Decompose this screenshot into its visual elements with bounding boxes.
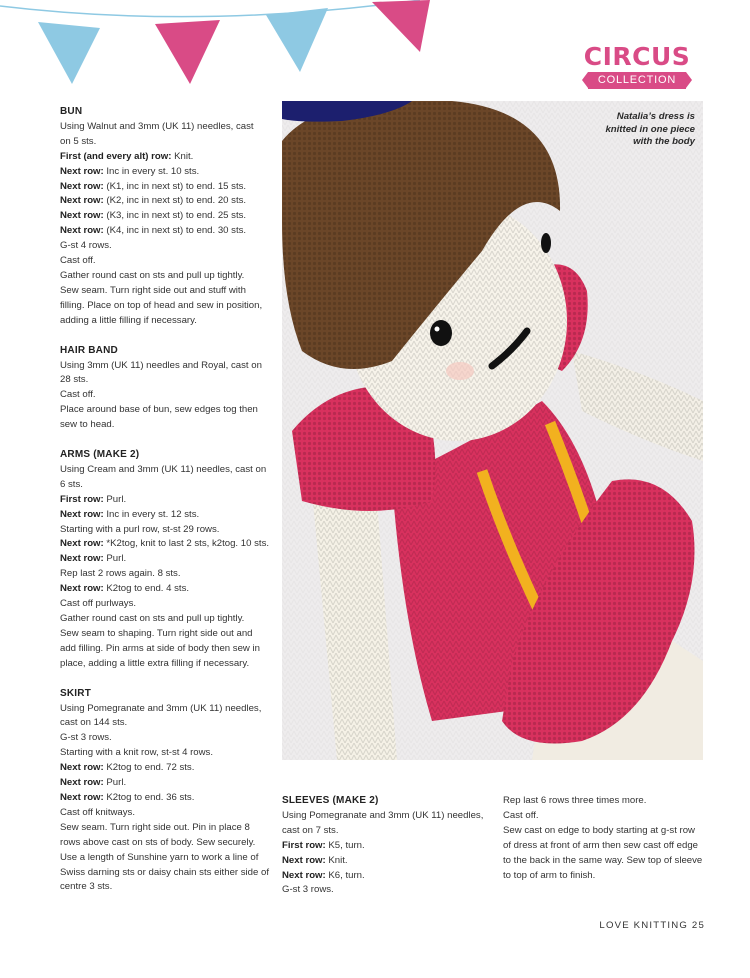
instruction-line <box>60 493 282 508</box>
row-label: First row: <box>60 493 104 505</box>
section-skirt <box>60 687 282 896</box>
instruction-line <box>60 746 282 761</box>
instruction-line <box>60 880 282 895</box>
instruction-line <box>60 761 282 776</box>
row-text: Using 3mm (UK 11) needles and Royal, cast on <box>60 359 262 371</box>
row-text: Purl. <box>103 493 127 505</box>
row-text: Starting with a knit row, st-st 4 rows. <box>60 747 214 759</box>
logo-title: CIRCUS <box>583 42 691 71</box>
instruction-line <box>60 791 282 806</box>
row-text: to top of arm to finish. <box>503 869 596 881</box>
instruction-line <box>60 239 282 254</box>
row-label: Next row: <box>60 195 104 207</box>
row-text: Place around base of bun, sew edges tog then <box>60 404 258 416</box>
row-text: Purl. <box>103 777 127 789</box>
instruction-line <box>503 824 708 839</box>
row-text: Cast off. <box>503 809 539 821</box>
left-column <box>60 105 282 910</box>
instruction-line <box>60 478 282 493</box>
row-text: of dress at front of arm then sew cast off edge <box>503 839 698 851</box>
row-text: K2tog to end. 4 sts. <box>103 583 190 595</box>
bunting-flag-pink-1 <box>155 20 220 84</box>
instruction-line <box>503 854 708 869</box>
row-text: filling. Place on top of head and sew in position, <box>60 299 263 311</box>
bunting-flag-blue-1 <box>38 22 100 84</box>
row-text: K2tog to end. 36 sts. <box>103 791 195 803</box>
instruction-line <box>60 627 282 642</box>
section-sleeves <box>282 794 507 898</box>
row-text: cast on 7 sts. <box>282 824 339 836</box>
instruction-line <box>60 254 282 269</box>
instruction-line <box>60 866 282 881</box>
instruction-line <box>60 180 282 195</box>
row-text: K2tog to end. 72 sts. <box>103 762 195 774</box>
page-number: 25 <box>691 920 705 931</box>
row-label: First row: <box>282 839 326 851</box>
instruction-line <box>503 809 708 824</box>
instruction-line <box>60 642 282 657</box>
row-text: Cast off. <box>60 389 96 401</box>
instruction-line <box>60 135 282 150</box>
row-text: *K2tog, knit to last 2 sts, k2tog. 10 sts. <box>103 538 270 550</box>
row-text: on 5 sts. <box>60 135 97 147</box>
row-text: centre 3 sts. <box>60 881 113 893</box>
instruction-line <box>282 883 507 898</box>
instruction-line <box>60 657 282 672</box>
section-heading: BUN <box>60 106 83 117</box>
section-hair-band <box>60 344 282 433</box>
row-text: to the back in the same way. Sew top of sleeve <box>503 854 703 866</box>
row-text: Swiss darning sts or daisy chain sts either side of <box>60 866 270 878</box>
row-label: Next row: <box>60 538 104 550</box>
instruction-line <box>60 731 282 746</box>
row-text: Cast off knitways. <box>60 806 136 818</box>
instruction-line <box>60 284 282 299</box>
row-text: Using Pomegranate and 3mm (UK 11) needles, <box>60 702 262 714</box>
instruction-line <box>282 824 507 839</box>
instruction-line <box>60 388 282 403</box>
middle-column <box>282 794 507 913</box>
instruction-line <box>60 702 282 717</box>
row-label: Next row: <box>282 854 326 866</box>
instruction-line <box>60 299 282 314</box>
caption-line: knitted in one piece <box>605 123 695 135</box>
row-label: Next row: <box>60 210 104 222</box>
instruction-line <box>60 582 282 597</box>
right-column <box>503 794 708 898</box>
logo-ribbon: COLLECTION <box>588 72 686 89</box>
instruction-line <box>60 359 282 374</box>
row-text: G-st 3 rows. <box>282 884 334 896</box>
row-text: Gather round cast on sts and pull up tightly. <box>60 269 245 281</box>
row-text: Sew seam. Turn right side out. Pin in place 8 <box>60 821 250 833</box>
instruction-line <box>60 165 282 180</box>
row-text: (K4, inc in next st) to end. 30 sts. <box>103 225 247 237</box>
instruction-line <box>60 776 282 791</box>
row-text: rows above cast on sts of body. Sew securely. <box>60 836 256 848</box>
section-heading: HAIR BAND <box>60 344 118 356</box>
instruction-line <box>282 809 507 824</box>
row-text: Purl. <box>103 553 127 565</box>
row-label: Next row: <box>60 508 104 520</box>
instruction-line <box>60 597 282 612</box>
doll-illustration <box>282 101 703 760</box>
bunting-string <box>0 0 420 17</box>
row-text: Knit. <box>325 854 348 866</box>
row-text: Knit. <box>171 150 194 162</box>
instruction-line <box>60 269 282 284</box>
section-heading: SLEEVES (MAKE 2) <box>282 795 379 806</box>
bunting-flag-pink-2 <box>372 0 430 52</box>
instruction-line <box>60 209 282 224</box>
bunting-flag-blue-2 <box>266 8 328 72</box>
row-text: Using Cream and 3mm (UK 11) needles, cast on <box>60 463 267 475</box>
row-label: Next row: <box>282 869 326 881</box>
magazine-name: LOVE KNITTING <box>599 920 689 931</box>
instruction-line <box>60 537 282 552</box>
section-bun <box>60 105 282 329</box>
instruction-line <box>60 224 282 239</box>
row-text: Inc in every st. 10 sts. <box>103 165 200 177</box>
row-text: (K1, inc in next st) to end. 15 sts. <box>103 180 247 192</box>
row-text: K6, turn. <box>325 869 365 881</box>
row-label: Next row: <box>60 777 104 789</box>
instruction-line <box>60 716 282 731</box>
row-text: Use a length of Sunshine yarn to work a line of <box>60 851 259 863</box>
row-text: K5, turn. <box>325 839 365 851</box>
instruction-line <box>60 806 282 821</box>
row-text: adding a little filling if necessary. <box>60 314 197 326</box>
row-text: Sew seam. Turn right side out and stuff with <box>60 284 246 296</box>
instruction-line <box>60 821 282 836</box>
row-text: Sew seam to shaping. Turn right side out and <box>60 627 253 639</box>
row-text: Starting with a purl row, st-st 29 rows. <box>60 523 220 535</box>
row-text: G-st 4 rows. <box>60 240 112 252</box>
row-text: Sew cast on edge to body starting at g-st row <box>503 824 695 836</box>
row-label: Next row: <box>60 553 104 565</box>
row-text: Rep last 6 rows three times more. <box>503 795 647 806</box>
row-text: add filling. Pin arms at side of body then sew in <box>60 642 260 654</box>
doll-photo <box>282 101 703 760</box>
caption-line: with the body <box>633 136 695 147</box>
section-sleeves-continued <box>503 794 708 883</box>
instruction-line <box>60 851 282 866</box>
row-text: Using Pomegranate and 3mm (UK 11) needles, <box>282 809 484 821</box>
instruction-line <box>60 120 282 135</box>
row-text: Using Walnut and 3mm (UK 11) needles, cast <box>60 120 254 132</box>
section-heading: ARMS (MAKE 2) <box>60 449 140 461</box>
row-label: Next row: <box>60 165 104 177</box>
caption-line: Natalia’s dress is <box>616 111 695 122</box>
row-label: First (and every alt) row: <box>60 150 172 162</box>
row-text: sew to head. <box>60 419 115 431</box>
circus-collection-logo <box>582 44 692 89</box>
instruction-line <box>282 869 507 884</box>
section-arms <box>60 448 282 672</box>
instruction-line <box>60 373 282 388</box>
instruction-line <box>60 418 282 433</box>
instruction-line <box>503 839 708 854</box>
instruction-line <box>60 508 282 523</box>
instruction-line <box>503 794 708 809</box>
instruction-line <box>282 839 507 854</box>
row-label: Next row: <box>60 583 104 595</box>
photo-caption <box>605 111 695 149</box>
instruction-line <box>282 854 507 869</box>
row-text: G-st 3 rows. <box>60 732 112 744</box>
instruction-line <box>60 612 282 627</box>
instruction-line <box>60 463 282 478</box>
row-label: Next row: <box>60 762 104 774</box>
instruction-line <box>60 150 282 165</box>
row-text: Inc in every st. 12 sts. <box>103 508 200 520</box>
instruction-line <box>60 567 282 582</box>
row-text: (K3, inc in next st) to end. 25 sts. <box>103 210 247 222</box>
section-heading: SKIRT <box>60 687 91 699</box>
instruction-line <box>60 836 282 851</box>
row-text: cast on 144 sts. <box>60 717 128 729</box>
instruction-line <box>503 869 708 884</box>
page-footer <box>560 920 705 931</box>
row-label: Next row: <box>60 791 104 803</box>
row-text: Cast off. <box>60 255 96 267</box>
bunting-decoration <box>0 0 440 100</box>
instruction-line <box>60 194 282 209</box>
instruction-line <box>60 403 282 418</box>
instruction-line <box>60 523 282 538</box>
row-label: Next row: <box>60 225 104 237</box>
row-text: 6 sts. <box>60 478 83 490</box>
instruction-line <box>60 552 282 567</box>
row-text: Cast off purlways. <box>60 598 137 610</box>
row-text: (K2, inc in next st) to end. 20 sts. <box>103 195 247 207</box>
instruction-line <box>60 314 282 329</box>
row-text: 28 sts. <box>60 374 89 386</box>
row-text: Rep last 2 rows again. 8 sts. <box>60 568 181 580</box>
row-text: Gather round cast on sts and pull up tightly. <box>60 613 245 624</box>
row-text: place, adding a little extra filling if necessary. <box>60 657 250 669</box>
row-label: Next row: <box>60 180 104 192</box>
